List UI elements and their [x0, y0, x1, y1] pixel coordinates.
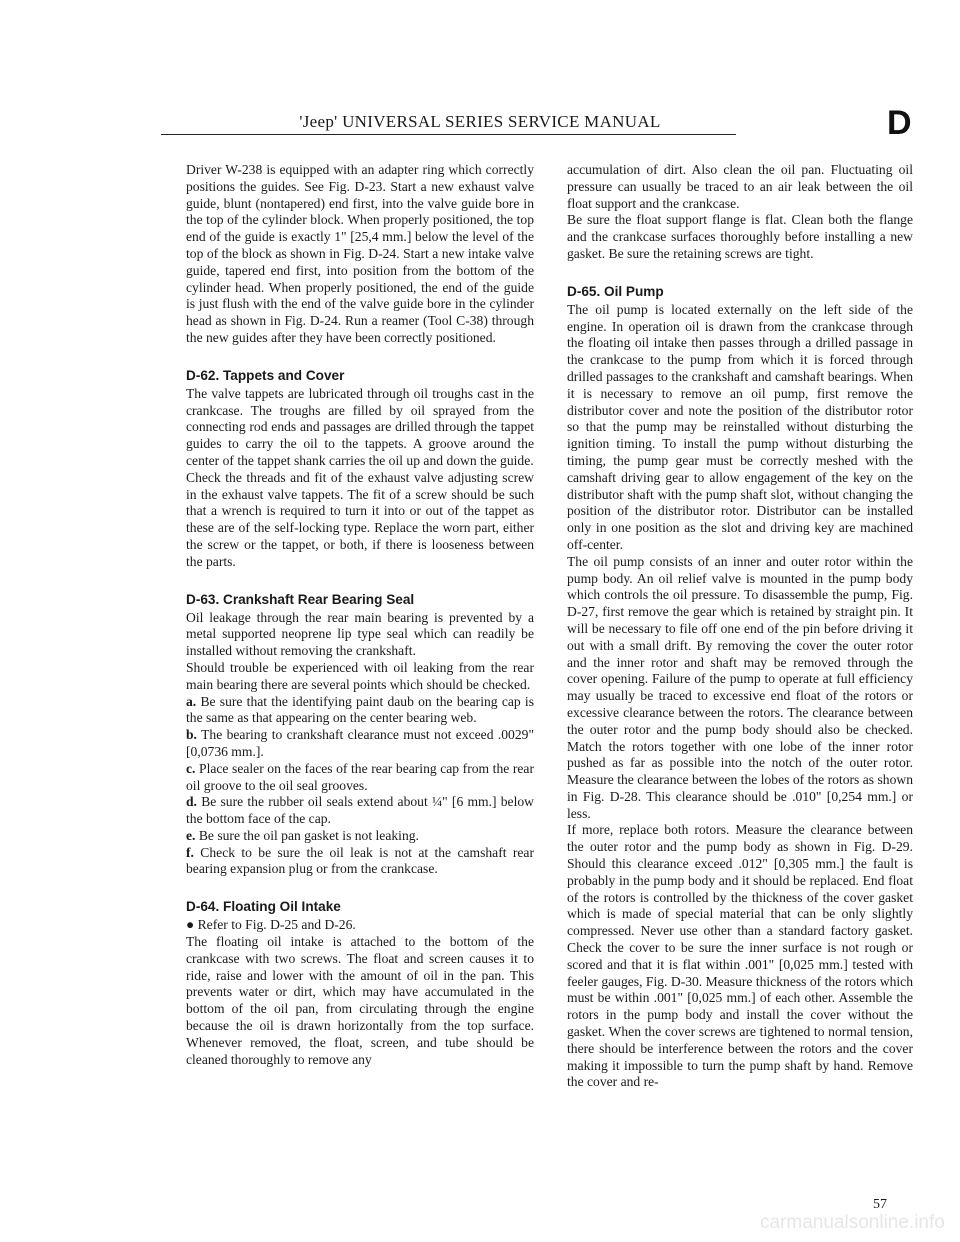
list-item-text: Be sure that the identifying paint daub on the bearing cap is the same as that appearing on the center bearing web. — [186, 693, 534, 726]
page-number: 57 — [873, 1197, 887, 1212]
list-item-text: Check to be sure the oil leak is not at the camshaft rear bearing expansion plug or from the crankcase. — [186, 844, 534, 877]
list-item — [186, 845, 534, 879]
list-item — [186, 727, 534, 761]
paragraph: If more, replace both rotors. Measure the clearance between the outer rotor and the pump body as shown in Fig. D-29. Should this clearance exceed .012" [0,305 mm.] the fault is probably in the pump body and it should be replaced. End float of the rotors is controlled by the thickness of the cover gasket which is made of special material that can be only slightly compressed. Never use other than a standard factory gasket. Check the cover to be sure the inner surface is not rough or scored and that it is flat within .001" [0,025 mm.] tested with feeler gauges, Fig. D-30. Measure thickness of the rotors which must be within .001" [0,025 mm.] of each other. Assemble the rotors in the pump body and install the cover without the gasket. When the cover screws are tightened to normal tension, there should be interference between the rotors and the cover making it impossible to turn the pump shaft by hand. Remove the cover and re- — [567, 822, 913, 1090]
paragraph: The oil pump is located externally on the left side of the engine. In operation oil is drawn from the crankcase through the floating oil intake then passes through a drilled passage in the crankcase to the pump from which it is forced through drilled passages to the crankshaft and camshaft bearings. When it is necessary to remove an oil pump, first remove the distributor cover and note the position of the distributor rotor so that the pump may be reinstalled without disturbing the ignition timing. To install the pump without disturbing the timing, the pump gear must be correctly meshed with the camshaft driving gear to allow engagement of the key on the distributor shaft with the pump shaft slot, without changing the position of the distributor rotor. Distributor can be installed only in one position as the slot and driving key are machined off-center. — [567, 301, 913, 552]
page-header — [0, 0, 960, 140]
list-item-text: Place sealer on the faces of the rear bearing cap from the rear oil groove to the oil seal grooves. — [186, 760, 534, 793]
list-item-marker: a. — [186, 693, 197, 709]
list-item-marker: b. — [186, 727, 197, 743]
header-title: 'Jeep' UNIVERSAL SERIES SERVICE MANUAL — [299, 112, 661, 131]
paragraph: The floating oil intake is attached to the bottom of the crankcase with two screws. The float and screen causes it to ride, raise and lower with the amount of oil in the pan. This prevents water or dirt, which may have accumulated in the bottom of the oil pan, from circulating through the engine because the oil is drawn horizontally from the top surface. Whenever removed, the float, screen, and tube should be cleaned thoroughly to remove any — [186, 934, 534, 1067]
list-item — [186, 761, 534, 795]
paragraph: Oil leakage through the rear main bearing is prevented by a metal supported neoprene lip type seal which can readily be installed without removing the crankshaft. — [186, 609, 534, 659]
list-item-text: Be sure the oil pan gasket is not leaking. — [198, 827, 419, 843]
paragraph: Be sure the float support flange is flat. Clean both the flange and the crankcase surfaces thoroughly before installing a new gasket. Be sure the retaining screws are tight. — [567, 212, 913, 261]
header-rule — [161, 134, 736, 135]
paragraph: The oil pump consists of an inner and outer rotor within the pump body. An oil relief valve is mounted in the pump body which controls the oil pressure. To disassemble the pump, Fig. D-27, first remove the gear which is retained by straight pin. It will be necessary to file off one end of the pin before driving it out with a small drift. By removing the cover the outer rotor and the inner rotor and shaft may be removed through the cover opening. Failure of the pump to operate at full efficiency may usually be traced to excessive end float of the rotors or excessive clearance between the rotors. The clearance between the outer rotor and the pump body should also be checked. Match the rotors together with one lobe of the inner rotor pushed as far as possible into the notch of the outer rotor. Measure the clearance between the lobes of the rotors as shown in Fig. D-28. This clearance should be .010" [0,254 mm.] or less. — [567, 553, 913, 821]
watermark: carmanualsonline.info — [760, 1212, 945, 1233]
list-item-marker: f. — [186, 844, 194, 860]
section-letter: D — [887, 104, 912, 142]
list-item-marker: c. — [186, 760, 196, 776]
section-heading-d62: D-62. Tappets and Cover — [186, 367, 345, 383]
right-column — [567, 162, 913, 1091]
paragraph: accumulation of dirt. Also clean the oil pan. Fluctuating oil pressure can usually be traced to an air leak between the oil float support and the crankcase. — [567, 162, 913, 211]
list-item — [186, 828, 534, 845]
section-heading-d65: D-65. Oil Pump — [567, 283, 664, 299]
paragraph: The valve tappets are lubricated through oil troughs cast in the crankcase. The troughs are filled by oil sprayed from the connecting rod ends and passages are drilled through the tappet guides to carry the oil to the tappets. A groove around the center of the tappet shank carries the oil up and down the guide. — [186, 385, 534, 468]
left-column — [186, 162, 534, 1068]
list-item-text: The bearing to crankshaft clearance must not exceed .0029" [0,0736 mm.]. — [186, 727, 535, 759]
paragraph: Driver W-238 is equipped with an adapter ring which correctly positions the guides. See Fig. D-23. Start a new exhaust valve guide, blunt (nontapered) end first, into the valve guide bore in the top of the cylinder block. When properly positioned, the top end of the guide is exactly 1" [25,4 mm.] below the level of the top of the block as shown in Fig. D-24. Start a new intake valve guide, tapered end first, into position from the bottom of the cylinder head. When properly positioned, the end of the guide is just flush with the end of the valve guide bore in the cylinder head as shown in Fig. D-24. Run a reamer (Tool C-38) through the new guides after they have been correctly positioned. — [186, 162, 534, 345]
section-heading-d63: D-63. Crankshaft Rear Bearing Seal — [186, 591, 415, 607]
list-item — [186, 694, 534, 728]
list-item — [186, 794, 534, 828]
list-item-marker: e. — [186, 827, 196, 843]
section-heading-d64: D-64. Floating Oil Intake — [186, 899, 341, 915]
figure-reference: ● Refer to Fig. D-25 and D-26. — [186, 917, 356, 933]
paragraph: Check the threads and fit of the exhaust valve adjusting screw in the exhaust valve tappets. The fit of a screw should be such that a wrench is required to turn it into or out of the tappet as these are of the self-locking type. Replace the worn part, either the screw or the tappet, or both, if there is looseness between the parts. — [186, 469, 534, 569]
list-item-marker: d. — [186, 794, 197, 810]
list-item-text: Be sure the rubber oil seals extend about ¼" [6 mm.] below the bottom face of the cap. — [186, 794, 534, 827]
paragraph: Should trouble be experienced with oil leaking from the rear main bearing there are several points which should be checked. — [186, 659, 534, 692]
